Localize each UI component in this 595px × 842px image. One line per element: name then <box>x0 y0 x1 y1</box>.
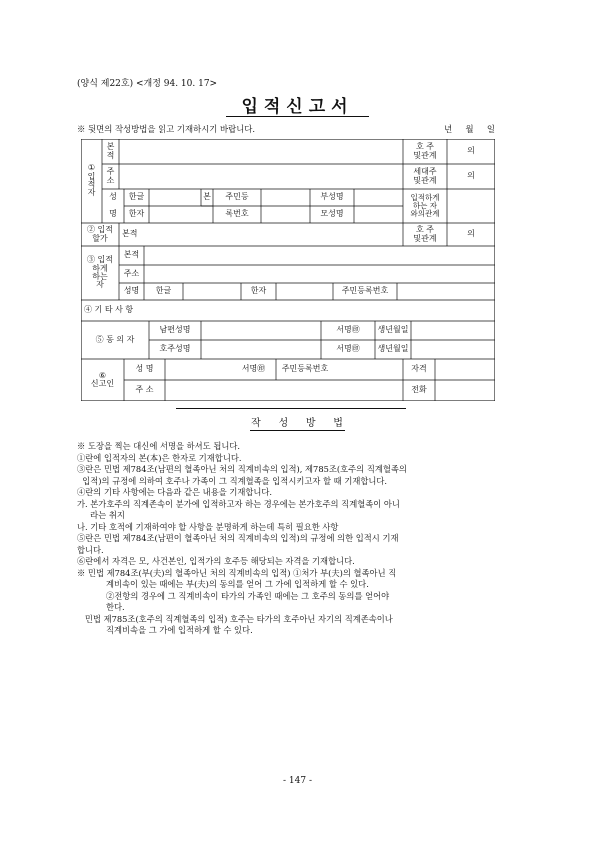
s3-hangeul-label: 한글 <box>155 286 172 296</box>
instruction-line: 직계비속을 그 가에 입적하게 할 수 있다. <box>77 625 253 635</box>
instruction-line: ②전항의 경우에 그 직계비속이 타가의 가족인 때에는 그 호주의 동의를 얻어야 <box>77 590 390 601</box>
instruction-line: ⑤란은 민법 제784조(남편이 혈족아닌 처의 직계비속의 입적)의 규정에 의한 입적시 기재 <box>77 533 399 543</box>
s3-hanja-name-field[interactable] <box>276 283 333 300</box>
s5-husband-name-field[interactable] <box>201 321 321 340</box>
s2-bonjeok-label: 본적 <box>122 229 138 239</box>
s1-household-relation-label: 세대주 및관계 <box>413 167 437 185</box>
s1-bonjeok-field[interactable] <box>119 139 403 164</box>
s1-hoju-relation-label: 호 주 및관계 <box>413 142 437 160</box>
s1-hoju-relation-field[interactable]: 의 <box>467 146 475 156</box>
s1-section-label: ① 입 적 자 <box>87 163 96 198</box>
s1-father-field[interactable] <box>354 189 403 206</box>
instruction-line: ※ 도장을 찍는 대신에 서명을 하셔도 됩니다. <box>77 441 241 451</box>
s5-husband-signature[interactable]: 서명㊞ <box>336 325 360 335</box>
s5-hoju-name-field[interactable] <box>201 340 321 359</box>
s3-bonjeok-label: 본적 <box>123 250 140 260</box>
s1-mother-field[interactable] <box>354 206 403 223</box>
s6-name-label: 성 명 <box>135 364 154 374</box>
instruction-line: ※ 민법 제784조(부(夫)의 혈족아닌 처의 직계비속의 입적) ①처가 부(夫)의 혈족아닌 직 <box>77 567 397 578</box>
s6-phone-label: 전화 <box>411 385 427 395</box>
s2-hoju-relation-label: 호 주 및관계 <box>413 225 437 243</box>
s1-hanja-label: 한자 <box>128 209 145 219</box>
s3-section-label: ③ 입적 하게 하는 자 <box>87 255 113 290</box>
instructions-list <box>77 441 497 637</box>
s3-bonjeok-field[interactable] <box>144 246 495 265</box>
title-underline <box>226 116 369 117</box>
s1-name-label: 성 명 <box>109 192 117 219</box>
s1-bonjeok-label: 본 적 <box>106 142 115 160</box>
s3-hangeul-name-field[interactable] <box>183 283 241 300</box>
s6-phone-field[interactable] <box>435 380 495 401</box>
s5-hoju-birthdate-field[interactable] <box>411 340 495 359</box>
page-number: - 147 - <box>283 776 312 786</box>
s1-target-relation-field[interactable] <box>447 189 495 223</box>
s3-address-label: 주소 <box>123 268 140 278</box>
s6-signature[interactable]: 서명㊞ <box>241 364 266 374</box>
s1-target-relation-label: 입적하게 하는 자 와의관계 <box>410 193 440 218</box>
s6-name-field[interactable] <box>165 359 231 380</box>
s1-address-label: 주 소 <box>106 167 115 185</box>
instruction-line: ①란에 입적자의 본(本)은 한자로 기재합니다. <box>77 452 242 463</box>
s5-hoju-signature[interactable]: 서명㊞ <box>336 344 360 354</box>
instruction-line: 입적)의 규정에 의하여 호주나 가족이 그 직계혈족을 입적시키고자 할 때 기재합니다. <box>77 475 388 486</box>
instruction-line: 한다. <box>77 602 125 612</box>
instruction-line: 합니다. <box>77 544 104 555</box>
s1-father-label: 부성명 <box>320 192 344 202</box>
instruction-line: ⑥란에서 자격은 모, 사건본인, 입적가의 호주등 해당되는 자격을 기재합니다. <box>77 556 355 566</box>
s4-other-matters-field[interactable] <box>149 300 495 321</box>
instructions-heading: 작 성 방 법 <box>251 418 344 429</box>
section-divider <box>176 408 406 409</box>
page-title: 입적신고서 <box>241 97 354 117</box>
s2-section-label: ② 입적 할가 <box>87 225 113 243</box>
instruction-line: 나. 기타 호적에 기재하여야 할 사항을 분명하게 하는데 특히 필요한 사항 <box>77 521 339 532</box>
s5-husband-birthdate-label: 생년월일 <box>377 325 409 335</box>
s3-name-label: 성명 <box>123 286 140 296</box>
instruction-line: 계비속이 있는 때에는 부(夫)의 동의를 얻어 그 가에 입적하게 할 수 있다. <box>77 579 369 589</box>
instruction-note: ※ 뒷면의 작성방법을 읽고 기재하시기 바랍니다. <box>77 124 256 134</box>
s6-qualification-label: 자격 <box>411 364 427 374</box>
s6-address-label: 주 소 <box>135 385 154 395</box>
instructions-heading-underline <box>250 430 345 431</box>
s3-address-field[interactable] <box>144 265 495 283</box>
s5-hoju-birthdate-label: 생년월일 <box>377 344 409 354</box>
s4-section-label: ④ 기 타 사 항 <box>84 305 134 315</box>
s1-bon-label: 본 <box>203 192 211 202</box>
s1-household-relation-field[interactable]: 의 <box>467 171 475 181</box>
s6-resident-number-field[interactable] <box>334 359 403 380</box>
s1-hangeul-name-field[interactable] <box>149 189 201 206</box>
s3-resident-number-field[interactable] <box>397 283 495 300</box>
s2-hoju-relation-field[interactable]: 의 <box>467 229 475 239</box>
instruction-line: 라는 취지 <box>77 510 125 520</box>
s1-resident-number-field[interactable] <box>261 189 310 223</box>
s1-mother-label: 모성명 <box>320 209 344 219</box>
note-row <box>77 123 495 135</box>
s3-resident-number-label: 주민등록번호 <box>341 286 389 296</box>
s5-husband-name-label: 남편성명 <box>159 325 191 335</box>
s1-resident-number-label: 주민등 록번호 <box>225 192 249 219</box>
s5-husband-birthdate-field[interactable] <box>411 321 495 340</box>
s6-qualification-field[interactable] <box>435 359 495 380</box>
s1-hangeul-label: 한글 <box>128 192 145 202</box>
instruction-line: 민법 제785조(호주의 직계혈족의 입적) 호주는 타가의 호주아닌 자기의 직계존속이나 <box>77 613 393 624</box>
instruction-line: ③란은 민법 제784조(남편의 혈족아닌 처의 직계비속의 입적), 제785조(호주의 직계혈족의 <box>77 464 407 474</box>
s5-hoju-name-label: 호주성명 <box>159 344 191 354</box>
s6-address-field[interactable] <box>165 380 403 401</box>
s1-address-field[interactable] <box>119 164 403 189</box>
s5-section-label: ⑤ 동 의 자 <box>95 334 135 344</box>
form-caption: (양식 제22호) <개정 94. 10. 17> <box>77 79 218 89</box>
date-field[interactable]: 년 월 일 <box>444 124 495 134</box>
instruction-line: ④란의 기타 사항에는 다음과 같은 내용을 기재합니다. <box>77 487 273 497</box>
s6-section-label: ⑥ 신고인 <box>90 370 115 388</box>
s3-hanja-label: 한자 <box>250 286 267 296</box>
s6-resident-number-label: 주민등록번호 <box>281 364 329 374</box>
instruction-line: 가. 본가호주의 직계존속이 분가에 입적하고자 하는 경우에는 본가호주의 직계혈족이 아니 <box>77 498 400 509</box>
s1-hanja-name-field[interactable] <box>149 206 213 223</box>
